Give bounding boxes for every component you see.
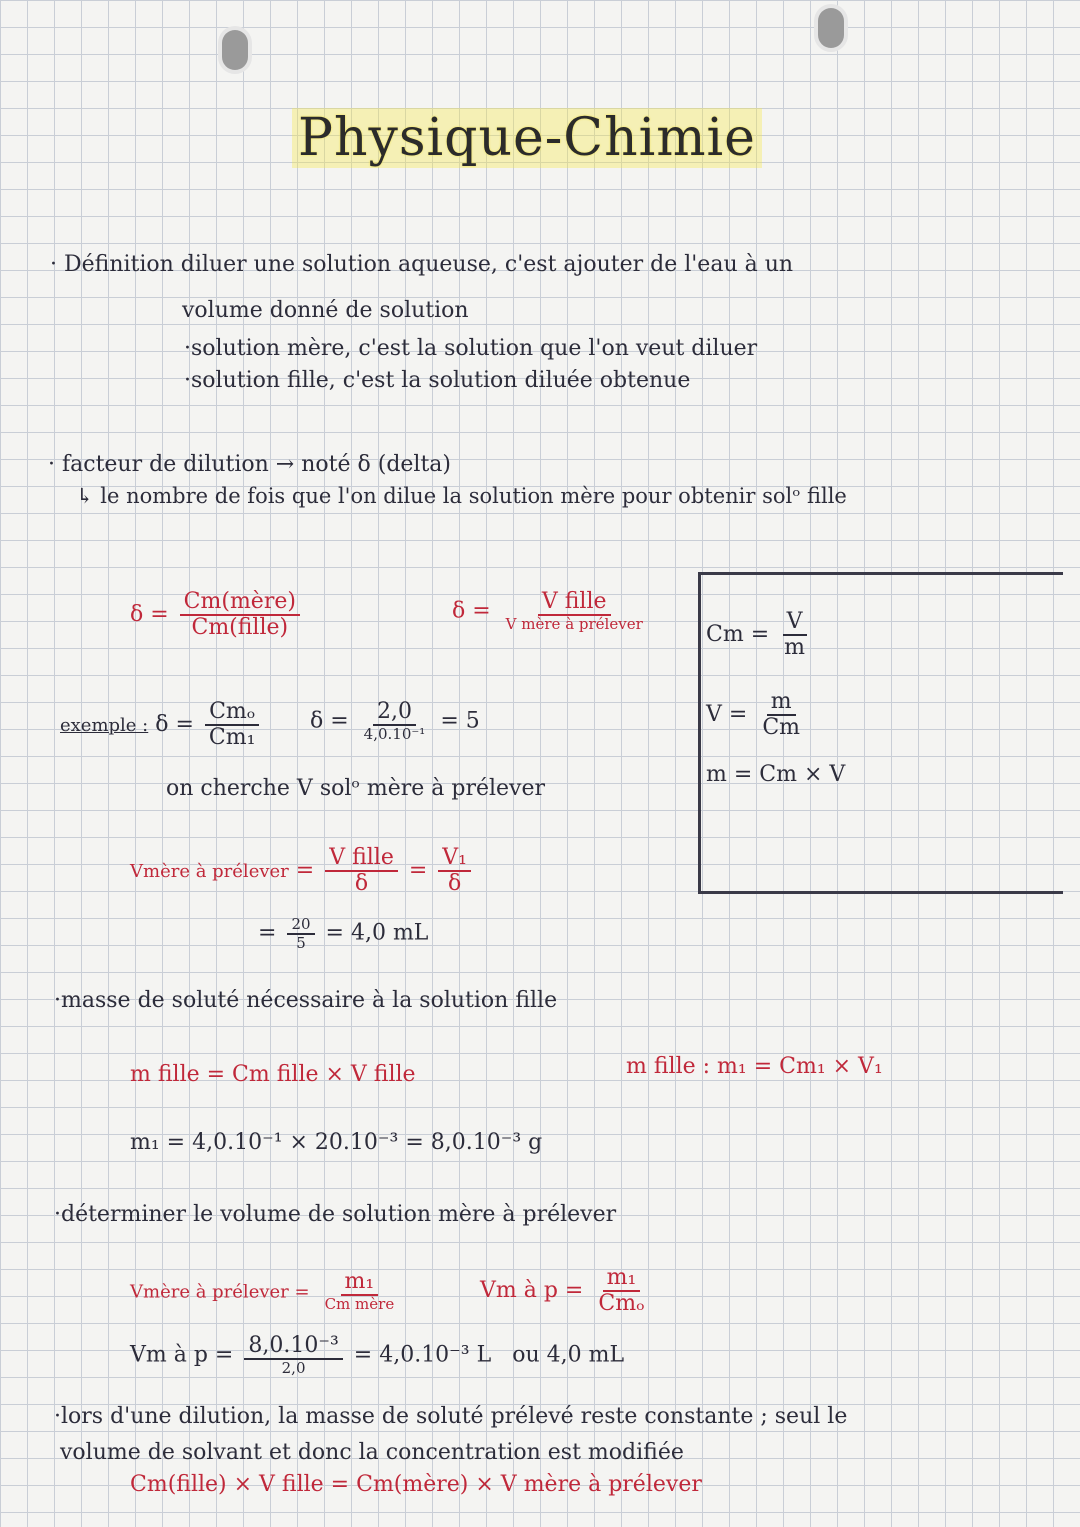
volume-vm-numerator: m₁ (603, 1266, 641, 1292)
volume-calc-numerator: 8,0.10⁻³ (244, 1334, 342, 1360)
example-label: exemple : (60, 715, 149, 737)
box-f2-numerator: m (767, 690, 796, 716)
box-f1-denominator: m (784, 635, 805, 661)
example-v-eq2: = (408, 858, 428, 884)
example-v-denominator-1: δ (354, 871, 369, 897)
binder-ring-left (222, 30, 248, 70)
definition-daughter: ·solution fille, c'est la solution diluée obtenue (184, 368, 691, 393)
delta-v-numerator: V fille (538, 590, 611, 616)
binder-ring-right (818, 8, 844, 48)
volume-calc (130, 1334, 624, 1377)
volume-vm-denominator: Cmₒ (598, 1291, 645, 1317)
volume-vm-lhs: Vm à p = (480, 1278, 584, 1304)
volume-calc-denominator: 2,0 (281, 1359, 306, 1378)
volume-formula-right (480, 1266, 653, 1316)
box-f1-numerator: V (783, 610, 807, 636)
example-delta (60, 700, 263, 750)
conclusion-line-2: volume de solvant et donc la concentration est modifiée (60, 1440, 684, 1465)
example-r-denominator: 5 (296, 933, 306, 952)
definition-line-2: volume donné de solution (182, 298, 469, 323)
volume-v-denominator: Cm mère (324, 1295, 395, 1314)
delta-concentration-formula (130, 590, 304, 640)
definition-line-1: · Définition diluer une solution aqueuse, c'est ajouter de l'eau à un (50, 252, 794, 277)
example-search: on cherche V solᵒ mère à prélever (166, 776, 546, 801)
example-r-result: = 4,0 mL (325, 920, 429, 946)
delta-v-denominator: V mère à prélever (505, 615, 643, 634)
volume-formula-left (130, 1270, 402, 1313)
box-f2-denominator: Cm (762, 715, 801, 741)
example-v-numerator-2: V₁ (438, 846, 471, 872)
volume-v-numerator: m₁ (341, 1270, 379, 1296)
example-v-lhs: Vmère à prélever (130, 861, 289, 883)
example-delta-calc (310, 700, 480, 743)
mass-heading: ·masse de soluté nécessaire à la solution fille (54, 988, 558, 1013)
example-v-numerator-1: V fille (325, 846, 398, 872)
box-formula-v (706, 690, 808, 740)
delta-c-denominator: Cm(fille) (191, 615, 289, 641)
box-formula-m: m = Cm × V (706, 762, 846, 787)
volume-heading: ·déterminer le volume de solution mère à prélever (54, 1202, 617, 1227)
box-f1-lhs: Cm = (706, 622, 770, 648)
example-calc-result: = 5 (440, 708, 480, 734)
factor-heading: · facteur de dilution → noté δ (delta) (48, 452, 452, 477)
page-title (292, 108, 762, 168)
example-calc-numerator: 2,0 (373, 700, 416, 726)
example-v-result (258, 916, 428, 951)
volume-calc-lhs: Vm à p = (130, 1342, 234, 1368)
example-r-numerator: 20 (287, 916, 314, 935)
box-formula-cm (706, 610, 813, 660)
mass-formula-left: m fille = Cm fille × V fille (130, 1062, 416, 1087)
conclusion-line-1: ·lors d'une dilution, la masse de soluté prélevé reste constante ; seul le (54, 1404, 848, 1429)
conclusion-formula: Cm(fille) × V fille = Cm(mère) × V mère à prélever (130, 1472, 702, 1497)
factor-definition: ↳ le nombre de fois que l'on dilue la solution mère pour obtenir solᵒ fille (76, 484, 847, 508)
example-d-lhs: δ = (155, 712, 194, 738)
example-d-numerator: Cmₒ (205, 700, 259, 726)
example-d-denominator: Cm₁ (208, 725, 256, 751)
example-calc-denominator: 4,0.10⁻¹ (363, 725, 426, 744)
example-v-denominator-2: δ (448, 871, 462, 897)
mass-formula-right: m fille : m₁ = Cm₁ × V₁ (626, 1054, 883, 1079)
delta-volume-formula (452, 590, 651, 633)
example-r-eq: = (258, 920, 277, 946)
example-v-formula (130, 846, 475, 896)
delta-c-lhs: δ = (130, 602, 169, 628)
delta-c-numerator: Cm(mère) (180, 590, 300, 616)
box-f2-lhs: V = (706, 702, 748, 728)
example-v-eq: = (295, 858, 315, 884)
definition-mother: ·solution mère, c'est la solution que l'on veut diluer (184, 336, 758, 361)
mass-calc: m₁ = 4,0.10⁻¹ × 20.10⁻³ = 8,0.10⁻³ g (130, 1130, 543, 1155)
page-title-text: Physique-Chimie (292, 108, 762, 168)
volume-v-lhs: Vmère à prélever = (130, 1281, 310, 1303)
volume-calc-result: = 4,0.10⁻³ L ou 4,0 mL (353, 1342, 625, 1368)
example-calc-lhs: δ = (310, 708, 349, 734)
delta-v-lhs: δ = (452, 598, 491, 624)
